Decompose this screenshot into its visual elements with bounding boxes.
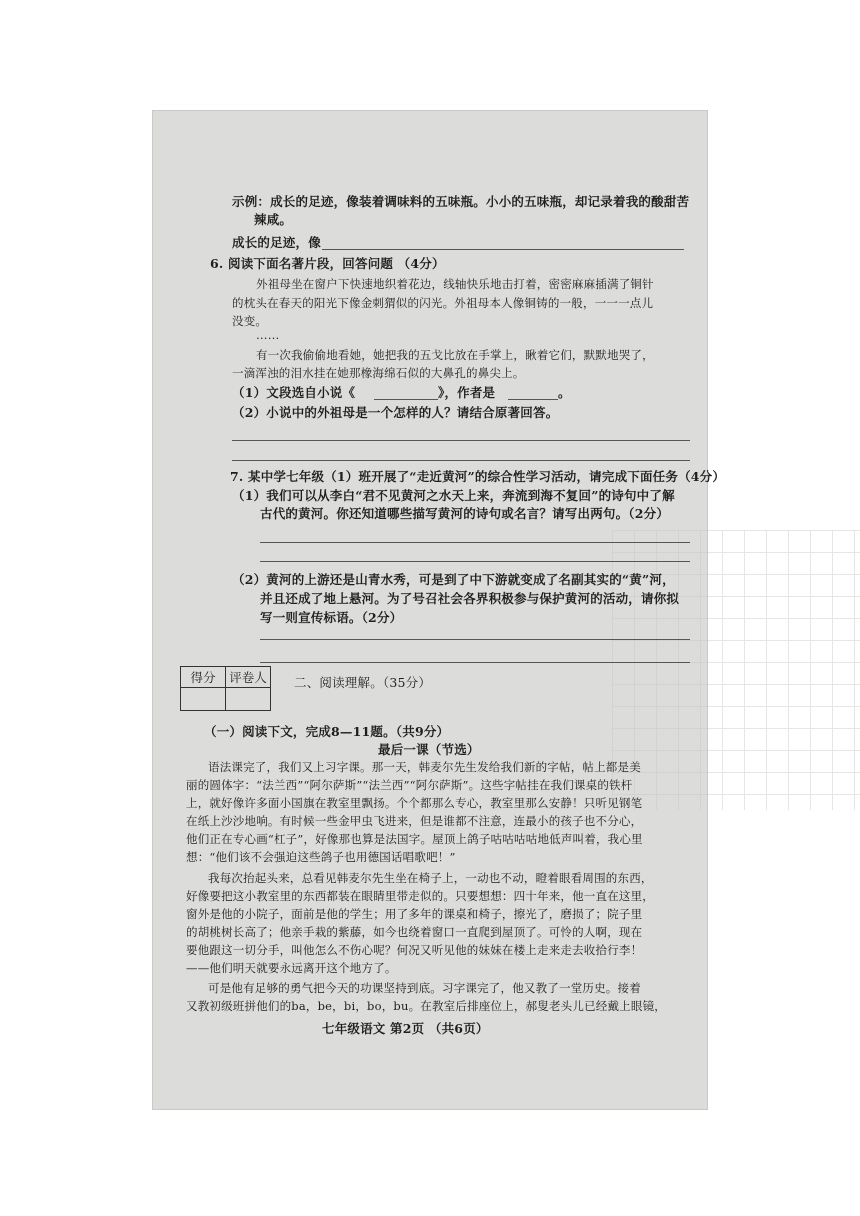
grader-cell[interactable] (226, 688, 271, 711)
article-line: 在纸上沙沙地响。有时候一些金甲虫飞进来，但是谁都不注意，连最小的孩子也不分心， (186, 814, 643, 828)
answer-line[interactable] (260, 561, 690, 562)
novel-answer-line[interactable] (374, 399, 438, 400)
q6-ellipsis: …… (256, 328, 280, 342)
article-line: 我每次抬起头来，总看见韩麦尔先生坐在椅子上，一动也不动，瞪着眼看周围的东西， (208, 871, 653, 885)
answer-line[interactable] (260, 639, 690, 640)
q6-sub1-end: 。 (558, 385, 571, 400)
example-line-2: 辣咸。 (254, 212, 293, 227)
score-table (180, 666, 271, 711)
q7-sub2-line1: （2）黄河的上游还是山青水秀，可是到了中下游就变成了名副其实的“黄”河， (232, 572, 675, 587)
article-line: 窗外是他的小院子，面前是他的学生；用了多年的课桌和椅子，擦光了，磨损了；院子里 (186, 907, 643, 921)
article-line: 上，就好像许多面小国旗在教室里飘扬。个个都那么专心，教室里那么安静！只听见钢笔 (186, 796, 643, 810)
article-line: 又教初级班拼他们的ba，be，bi，bo，bu。在教室后排座位上，郝叟老头儿已经戴上眼镜， (186, 999, 666, 1013)
q7-sub1-line2: 古代的黄河。你还知道哪些描写黄河的诗句或名言？请写出两句。（2分） (260, 506, 670, 521)
q6-para2-line1: 有一次我偷偷地看她，她把我的五戈比放在手掌上，瞅着它们，默默地哭了， (256, 348, 654, 362)
article-line: 丽的圆体字：“法兰西”“阿尔萨斯”“法兰西”“阿尔萨斯”。这些字帖挂在我们课桌的铁杆 (186, 778, 633, 792)
section2-title: 二、阅读理解。（35分） (294, 675, 432, 690)
article-line: 要他跟这一切分手，叫他怎么不伤心呢？何况又听见他的妹妹在楼上走来走去收拾行李！ (186, 943, 643, 957)
article-line: 的胡桃树长高了；他亲手栽的紫藤，如今也绕着窗口一直爬到屋顶了。可怜的人啊，现在 (186, 925, 643, 939)
q6-sub1-mid: 》，作者是 (438, 385, 496, 400)
q6-para1-line2: 的枕头在春天的阳光下像金刺猬似的闪光。外祖母本人像铜铸的一般，一一一点儿 (232, 296, 654, 310)
part1-instruction: （一）阅读下文，完成8—11题。（共9分） (204, 724, 450, 739)
q7-sub1-line1: （1）我们可以从李白“君不见黄河之水天上来，奔流到海不复回”的诗句中了解 (232, 488, 675, 503)
article-line: 好像要把这小教室里的东西都装在眼睛里带走似的。只要想想：四十年来，他一直在这里， (186, 889, 654, 903)
q6-para1-line1: 外祖母坐在窗户下快速地织着花边，线轴快乐地击打着，密密麻麻插满了铜针 (256, 277, 654, 291)
answer-line[interactable] (322, 249, 684, 250)
example-line-1: 示例：成长的足迹，像装着调味料的五味瓶。小小的五味瓶，却记录着我的酸甜苦 (232, 194, 690, 209)
page-footer: 七年级语文 第2页 （共6页） (322, 1021, 489, 1036)
answer-line[interactable] (260, 662, 690, 663)
article-line: 语法课完了，我们又上习字课。那一天，韩麦尔先生发给我们新的字帖，帖上都是美 (208, 760, 641, 774)
q7-sub2-line3: 写一则宣传标语。（2分） (260, 610, 403, 625)
q7-title: 7. 某中学七年级（1）班开展了“走近黄河”的综合性学习活动，请完成下面任务（4分） (230, 469, 726, 484)
q6-sub1-start: （1）文段选自小说《 (232, 385, 356, 400)
q7-sub2-line2: 并且还成了地上悬河。为了号召社会各界积极参与保护黄河的活动，请你拟 (260, 591, 680, 606)
example-prompt: 成长的足迹，像 (232, 235, 321, 250)
exam-page (152, 110, 726, 1110)
score-header: 得分 (181, 667, 226, 688)
author-answer-line[interactable] (508, 399, 558, 400)
q6-sub2: （2）小说中的外祖母是一个怎样的人？请结合原著回答。 (232, 405, 559, 420)
article-title: 最后一课（节选） (378, 742, 480, 757)
answer-line[interactable] (260, 542, 690, 543)
article-line: ——他们明天就要永远离开这个地方了。 (186, 961, 397, 975)
article-line: 想：“他们该不会强迫这些鸽子也用德国话唱歌吧！” (186, 850, 456, 864)
article-line: 他们正在专心画“杠子”，好像那也算是法国字。屋顶上鸽子咕咕咕咕地低声叫着，我心里 (186, 832, 643, 846)
q6-title: 6. 阅读下面名著片段，回答问题 （4分） (210, 256, 445, 271)
q6-para2-line2: 一滴浑浊的泪水挂在她那橡海绵石似的大鼻孔的鼻尖上。 (232, 366, 525, 380)
q6-para1-line3: 没变。 (232, 314, 268, 328)
answer-line[interactable] (232, 440, 690, 441)
grader-header: 评卷人 (226, 667, 271, 688)
answer-line[interactable] (232, 460, 690, 461)
score-cell[interactable] (181, 688, 226, 711)
article-line: 可是他有足够的勇气把今天的功课坚持到底。习字课完了，他又教了一堂历史。接着 (208, 981, 641, 995)
